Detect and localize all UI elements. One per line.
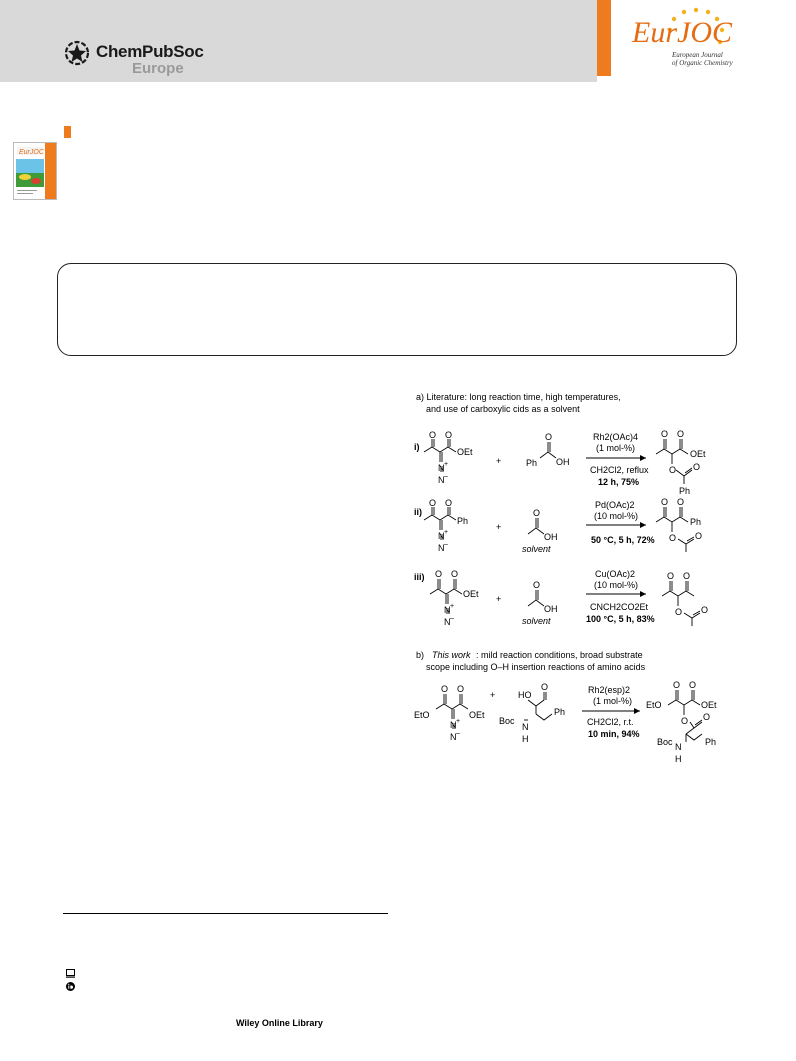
- row-ii-sub: Ph: [457, 516, 469, 526]
- atom-label: N: [450, 720, 457, 730]
- atom-label: O: [677, 497, 685, 507]
- row-b-catalyst: Rh2(esp)2: [588, 685, 631, 695]
- atom-label: EurJOC: [19, 149, 44, 156]
- row-b-solvent: CH2Cl2, r.t.: [587, 717, 634, 727]
- row-ii-result: 50 °C, 5 h, 72%: [591, 535, 655, 545]
- caption-a-line1: a) Literature: long reaction time, high temperatures,: [416, 392, 621, 402]
- atom-label: N: [438, 531, 445, 541]
- atom-label: O: [695, 531, 703, 541]
- atom-label: N: [522, 722, 529, 732]
- row-i-sub: OEt: [457, 447, 473, 457]
- atom-label: O: [533, 580, 541, 590]
- row-ii-solvent-note: solvent: [522, 544, 551, 554]
- atom-label: H: [522, 734, 529, 744]
- atom-label: +: [444, 461, 449, 468]
- cover-art-icon: [14, 143, 56, 199]
- row-b-left-sub: EtO: [414, 710, 430, 720]
- row-iii-loading: (10 mol-%): [594, 580, 639, 590]
- atom-label: +: [444, 529, 449, 536]
- atom-label: O: [675, 607, 683, 617]
- publisher-region: Europe: [132, 60, 184, 77]
- row-i-result: 12 h, 75%: [598, 477, 640, 487]
- row-b-boc: Boc: [499, 716, 515, 726]
- atom-label: N: [675, 742, 682, 752]
- atom-label: H: [675, 754, 682, 764]
- atom-label: +: [496, 594, 502, 604]
- row-iii-result: 100 °C, 5 h, 83%: [586, 614, 655, 624]
- row-i-product-ph: Ph: [679, 486, 691, 496]
- row-ii-label: ii): [414, 507, 422, 517]
- footnote-rule: [63, 913, 388, 914]
- atom-label: +: [450, 603, 455, 610]
- atom-label: O: [677, 429, 685, 439]
- journal-abbrev: EurJOC: [632, 16, 732, 49]
- row-ii-catalyst: Pd(OAc)2: [595, 500, 635, 510]
- atom-label: O: [541, 682, 549, 692]
- caption-b-label: b): [416, 650, 425, 660]
- atom-label: O: [533, 508, 541, 518]
- journal-cover-thumbnail[interactable]: [13, 142, 57, 200]
- supporting-info-icon[interactable]: [66, 969, 75, 978]
- atom-label: N: [444, 617, 451, 627]
- caption-b-italic: This work: [432, 650, 471, 660]
- row-iii-catalyst: Cu(OAc)2: [595, 569, 636, 579]
- atom-label: N: [438, 543, 445, 553]
- atom-label: +: [456, 718, 461, 725]
- orcid-icon[interactable]: [66, 982, 75, 991]
- atom-label: O: [457, 684, 465, 694]
- atom-label: O: [445, 430, 453, 440]
- row-ii-product-sub: Ph: [690, 517, 702, 527]
- atom-label: O: [669, 465, 677, 475]
- atom-label: –: [444, 541, 448, 548]
- chempubsoc-star-icon: [62, 38, 92, 68]
- atom-label: O: [669, 533, 677, 543]
- atom-label: –: [444, 473, 448, 480]
- row-b-product-right: OEt: [701, 700, 717, 710]
- atom-label: O: [445, 498, 453, 508]
- wiley-online-library-link[interactable]: Wiley Online Library: [236, 1018, 323, 1028]
- atom-label: O: [703, 712, 711, 722]
- row-b-product-ph: Ph: [705, 737, 717, 747]
- eurjoc-logo[interactable]: [624, 6, 784, 76]
- atom-label: OH: [544, 532, 558, 542]
- atom-label: N: [450, 732, 457, 742]
- row-b-product-left: EtO: [646, 700, 662, 710]
- atom-label: O: [545, 432, 553, 442]
- atom-label: N: [444, 605, 451, 615]
- atom-label: O: [681, 716, 689, 726]
- row-b-loading: (1 mol-%): [593, 696, 633, 706]
- row-b-result: 10 min, 94%: [588, 729, 640, 739]
- atom-label: O: [701, 605, 709, 615]
- atom-label: +: [496, 522, 502, 532]
- row-iii-solvent-note: solvent: [522, 616, 551, 626]
- row-i-catalyst: Rh2(OAc)4: [593, 432, 639, 442]
- journal-accent-tab: [597, 0, 611, 76]
- journal-full-line1: European Journal: [672, 51, 723, 59]
- row-b-product-boc: Boc: [657, 737, 673, 747]
- chempubsoc-logo[interactable]: [62, 38, 202, 78]
- reaction-scheme: [410, 384, 770, 774]
- row-i-loading: (1 mol-%): [596, 443, 636, 453]
- atom-label: O: [683, 571, 691, 581]
- abstract-box: [57, 263, 737, 356]
- row-iii-solvent: CNCH2CO2Et: [590, 602, 649, 612]
- atom-label: O: [689, 680, 697, 690]
- atom-label: O: [435, 569, 443, 579]
- caption-b-line1: : mild reaction conditions, broad substrate: [476, 650, 643, 660]
- atom-label: –: [456, 730, 460, 737]
- atom-label: O: [451, 569, 459, 579]
- section-marker: [64, 126, 71, 138]
- atom-label: +: [496, 456, 502, 466]
- atom-label: O: [693, 462, 701, 472]
- atom-label: N: [438, 475, 445, 485]
- atom-label: O: [429, 430, 437, 440]
- atom-label: O: [661, 497, 669, 507]
- atom-label: OH: [556, 457, 570, 467]
- row-iii-label: iii): [414, 572, 425, 582]
- atom-label: O: [429, 498, 437, 508]
- atom-label: +: [490, 690, 496, 700]
- row-b-ph: Ph: [554, 707, 566, 717]
- row-ii-loading: (10 mol-%): [594, 511, 639, 521]
- row-b-right-sub: OEt: [469, 710, 485, 720]
- atom-label: O: [673, 680, 681, 690]
- journal-full-line2: of Organic Chemistry: [672, 59, 733, 67]
- atom-label: N: [438, 463, 445, 473]
- row-i-solvent: CH2Cl2, reflux: [590, 465, 649, 475]
- atom-label: OH: [544, 604, 558, 614]
- caption-b-line2: scope including O–H insertion reactions of amino acids: [426, 662, 646, 672]
- atom-label: O: [661, 429, 669, 439]
- atom-label: O: [667, 571, 675, 581]
- row-i-product-sub: OEt: [690, 449, 706, 459]
- row-iii-sub: OEt: [463, 589, 479, 599]
- row-i-label: i): [414, 442, 420, 452]
- atom-label: O: [441, 684, 449, 694]
- caption-a-line2: and use of carboxylic cids as a solvent: [426, 404, 580, 414]
- publisher-name: ChemPubSoc: [96, 42, 204, 61]
- atom-label: –: [450, 615, 454, 622]
- row-i-ph: Ph: [526, 458, 538, 468]
- row-b-ho: HO: [518, 690, 532, 700]
